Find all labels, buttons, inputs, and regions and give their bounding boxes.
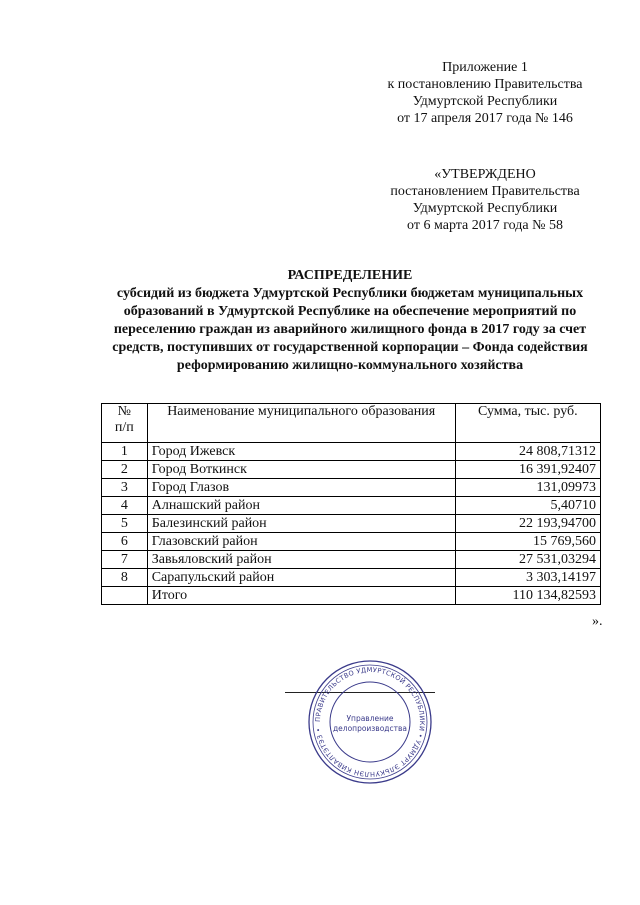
row-num: 7 [102, 551, 148, 569]
total-label: Итого [147, 587, 455, 605]
approved-line-2: постановлением Правительства [390, 184, 580, 199]
official-stamp [306, 658, 434, 786]
approved-line-1: «УТВЕРЖДЕНО [434, 167, 536, 182]
header-num-line-2: п/п [114, 420, 134, 435]
stamp-center-line-2: делопроизводства [332, 724, 408, 733]
title-line-4: средств, поступивших от государственной корпорации – Фонда содействия [112, 340, 588, 355]
table-row [102, 569, 601, 587]
row-num: 2 [102, 461, 148, 479]
row-num: 4 [102, 497, 148, 515]
row-name: Глазовский район [147, 533, 455, 551]
row-num: 8 [102, 569, 148, 587]
table-total-row [102, 587, 601, 605]
row-name: Балезинский район [147, 515, 455, 533]
row-name: Город Глазов [147, 479, 455, 497]
row-sum: 5,40710 [455, 497, 600, 515]
total-num [102, 587, 148, 605]
title-line-2: образований в Удмуртской Республике на обеспечение мероприятий по [123, 304, 577, 319]
appendix-line-1: Приложение 1 [442, 60, 528, 75]
table-row [102, 443, 601, 461]
row-name: Город Ижевск [147, 443, 455, 461]
stamp-ring-text: ПРАВИТЕЛЬСТВО УДМУРТСКОЙ РЕСПУБЛИКИ • УДМУРТ ЭЛЬКУНЛЭН КИВАЛТЭТЭЗ • [313, 665, 427, 779]
row-sum: 15 769,560 [455, 533, 600, 551]
row-name: Алнашский район [147, 497, 455, 515]
appendix-line-3: Удмуртской Республики [412, 94, 558, 109]
row-sum: 27 531,03294 [455, 551, 600, 569]
subsidy-table [101, 403, 601, 605]
header-name: Наименование муниципального образования [147, 404, 455, 443]
table-row [102, 461, 601, 479]
row-name: Завьяловский район [147, 551, 455, 569]
header-num-line-1: № [117, 404, 132, 419]
appendix-line-4: от 17 апреля 2017 года № 146 [397, 111, 573, 126]
approved-line-3: Удмуртской Республики [412, 201, 558, 216]
table-row [102, 533, 601, 551]
row-name: Сарапульский район [147, 569, 455, 587]
title-line-3: переселению граждан из аварийного жилищного фонда в 2017 году за счет [113, 322, 587, 337]
row-sum: 131,09973 [455, 479, 600, 497]
table-row [102, 515, 601, 533]
appendix-line-2: к постановлению Правительства [387, 77, 583, 92]
closing-quote-mark: ». [592, 614, 603, 629]
table-row [102, 497, 601, 515]
approved-line-4: от 6 марта 2017 года № 58 [407, 218, 563, 233]
row-sum: 24 808,71312 [455, 443, 600, 461]
row-sum: 3 303,14197 [455, 569, 600, 587]
table-row [102, 551, 601, 569]
row-num: 6 [102, 533, 148, 551]
row-sum: 22 193,94700 [455, 515, 600, 533]
row-num: 5 [102, 515, 148, 533]
stamp-center-line-1: Управление [346, 714, 394, 723]
title-line-5: реформированию жилищно-коммунального хозяйства [176, 358, 524, 373]
total-sum: 110 134,82593 [455, 587, 600, 605]
row-sum: 16 391,92407 [455, 461, 600, 479]
row-num: 1 [102, 443, 148, 461]
row-name: Город Воткинск [147, 461, 455, 479]
row-num: 3 [102, 479, 148, 497]
document-heading: РАСПРЕДЕЛЕНИЕ [287, 268, 413, 283]
table-header-row [102, 404, 601, 443]
header-sum: Сумма, тыс. руб. [455, 404, 600, 443]
table-row [102, 479, 601, 497]
title-line-1: субсидий из бюджета Удмуртской Республики бюджетам муниципальных [116, 286, 584, 301]
header-num [102, 404, 148, 443]
